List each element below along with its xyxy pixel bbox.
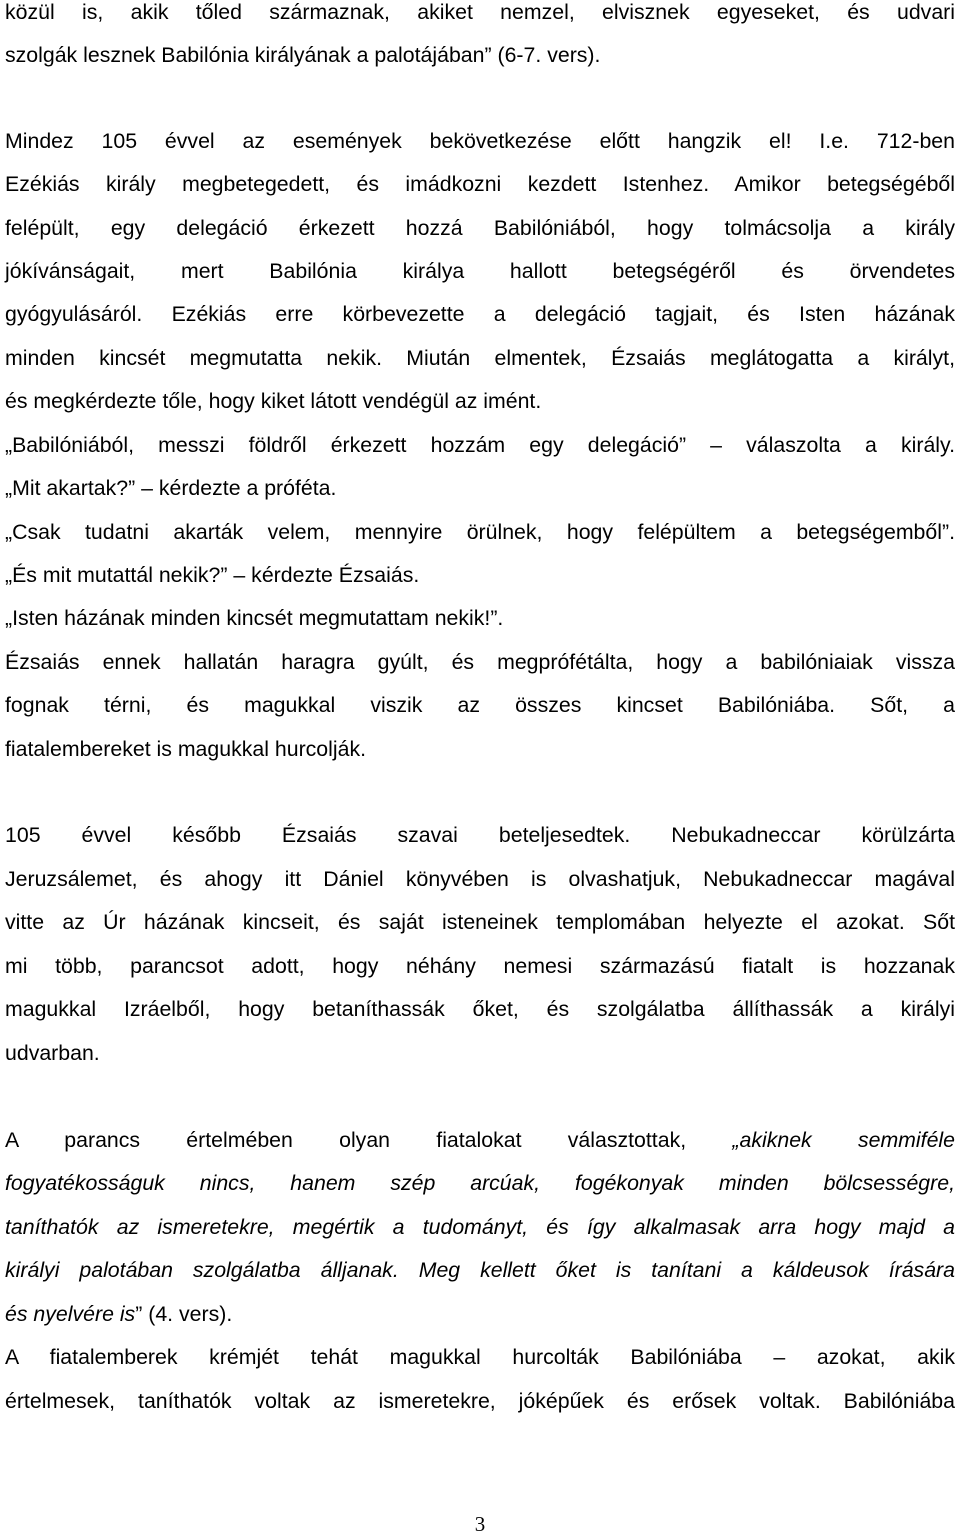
dialogue-line: „Isten házának minden kincsét megmutattam nekik!”. xyxy=(5,606,504,630)
text-line: A fiatalemberek krémjét tehát magukkal hurcolták Babilóniába – azokat, akik xyxy=(5,1345,955,1369)
text-line xyxy=(5,1302,955,1327)
page-number: 3 xyxy=(474,1512,486,1536)
dialogue-line: „Mit akartak?” – kérdezte a próféta. xyxy=(5,476,337,500)
text-line: értelmesek, taníthatók voltak az ismeretekre, jóképűek és erősek voltak. Babilóniába xyxy=(5,1389,955,1413)
text-line: Ézsaiás ennek hallatán haragra gyúlt, és megprófétálta, hogy a babilóniaiak vissza xyxy=(5,650,955,674)
dialogue-line: „És mit mutattál nekik?” – kérdezte Ézsaiás. xyxy=(5,563,420,587)
text-line: és megkérdezte tőle, hogy kiket látott vendégül az imént. xyxy=(5,389,542,413)
text-line: fognak térni, és magukkal viszik az összes kincset Babilóniába. Sőt, a xyxy=(5,693,955,717)
text-line xyxy=(5,1171,955,1196)
text-line xyxy=(5,1215,955,1240)
italic-quote: és nyelvére is xyxy=(5,1302,136,1326)
italic-quote: taníthatók az ismeretekre, megértik a tudományt, és így alkalmasak arra hogy majd a xyxy=(5,1215,955,1239)
text-line: jókívánságait, mert Babilónia királya hallott betegségéről és örvendetes xyxy=(5,259,955,283)
text-line xyxy=(5,1258,955,1283)
text-line: gyógyulásáról. Ezékiás erre körbevezette a delegáció tagjait, és Isten házának xyxy=(5,302,955,326)
text-line: minden kincsét megmutatta nekik. Miután elmentek, Ézsaiás meglátogatta a királyt, xyxy=(5,346,955,370)
plain-text: A parancs értelmében olyan fiatalokat választottak, xyxy=(5,1128,733,1152)
italic-quote: fogyatékosságuk nincs, hanem szép arcúak, fogékonyak minden bölcsességre, xyxy=(5,1171,955,1195)
text-line: Mindez 105 évvel az események bekövetkezése előtt hangzik el! I.e. 712-ben xyxy=(5,129,955,153)
text-line xyxy=(5,1128,955,1153)
text-line: udvarban. xyxy=(5,1041,100,1065)
text-line: mi több, parancsot adott, hogy néhány nemesi származású fiatalt is hozzanak xyxy=(5,954,955,978)
text-line: felépült, egy delegáció érkezett hozzá Babilóniából, hogy tolmácsolja a király xyxy=(5,216,955,240)
text-line: fiatalembereket is magukkal hurcolják. xyxy=(5,737,367,761)
text-line: 105 évvel később Ézsaiás szavai beteljesedtek. Nebukadneccar körülzárta xyxy=(5,823,955,847)
text-line: Jeruzsálemet, és ahogy itt Dániel könyvében is olvashatjuk, Nebukadneccar magával xyxy=(5,867,955,891)
text-line: vitte az Úr házának kincseit, és saját isteneinek templomában helyezte el azokat. Sőt xyxy=(5,910,955,934)
dialogue-line: „Csak tudatni akarták velem, mennyire örülnek, hogy felépültem a betegségemből”. xyxy=(5,520,955,544)
text-line: szolgák lesznek Babilónia királyának a palotájában” (6-7. vers). xyxy=(5,43,601,67)
text-line: Ezékiás király megbetegedett, és imádkozni kezdett Istenhez. Amikor betegségéből xyxy=(5,172,955,196)
text-line: közül is, akik tőled származnak, akiket nemzel, elvisznek egyeseket, és udvari xyxy=(5,0,955,24)
italic-quote: királyi palotában szolgálatba álljanak. Meg kellett őket is tanítani a káldeusok írására xyxy=(5,1258,955,1282)
dialogue-line: „Babilóniából, messzi földről érkezett hozzám egy delegáció” – válaszolta a király. xyxy=(5,433,955,457)
text-line: magukkal Izráelből, hogy betaníthassák őket, és szolgálatba állíthassák a királyi xyxy=(5,997,955,1021)
italic-quote: „akiknek semmiféle xyxy=(732,1128,955,1152)
plain-text: ” (4. vers). xyxy=(135,1302,233,1326)
